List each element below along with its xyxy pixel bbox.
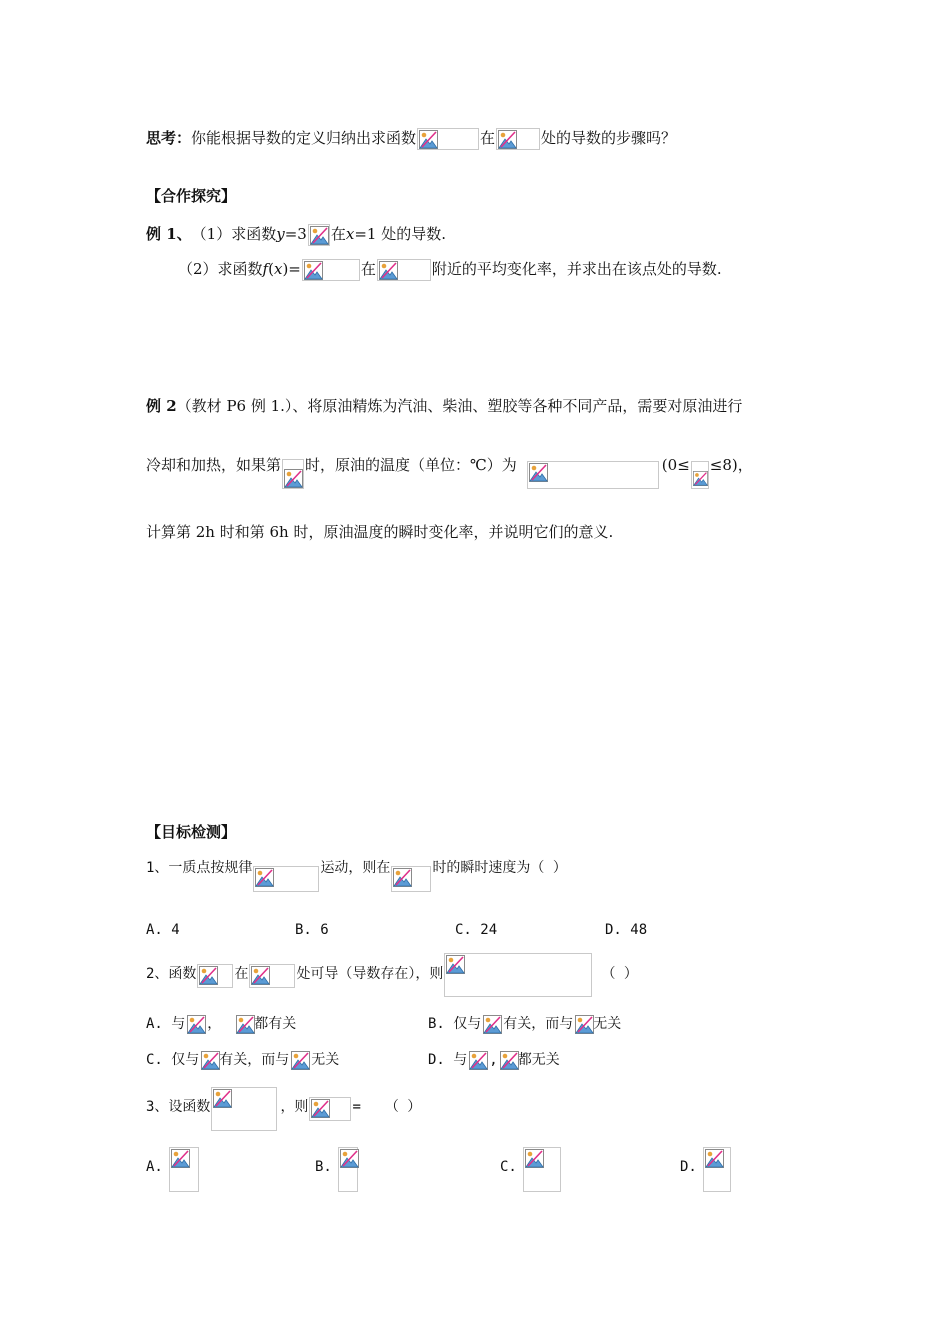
example-1-text: =1 处的导数. (354, 225, 446, 243)
cooperation-heading: 【合作探究】 (146, 187, 237, 205)
question-1-option-d[interactable]: D. 48 (605, 922, 648, 938)
question-3-text: = (352, 1099, 361, 1115)
option-text: 有关，而与 (219, 1052, 290, 1068)
formula-image (444, 953, 592, 997)
example-1-text: 在 (360, 260, 376, 278)
formula-image (200, 1050, 218, 1070)
example-1-text: （1）求函数 (191, 225, 277, 243)
example-2-text: 时，原油的温度（单位：℃）为 (305, 456, 517, 474)
formula-image (308, 224, 330, 246)
think-text-2: 在 (480, 129, 496, 147)
option-text: A. (146, 1159, 163, 1175)
question-3-option-a[interactable] (146, 1147, 200, 1192)
formula-image (186, 1014, 206, 1034)
var-y: y (276, 225, 285, 243)
option-text: 都无关 (517, 1052, 560, 1068)
formula-image (691, 461, 709, 489)
var-f: f (262, 260, 269, 278)
question-3-option-d[interactable] (680, 1147, 732, 1192)
question-2-line (146, 964, 638, 997)
option-text: A. 与 (146, 1016, 186, 1032)
example-2-text: 冷却和加热，如果第 (146, 456, 282, 474)
option-text: D. (680, 1159, 697, 1175)
question-2-option-c[interactable] (146, 1050, 339, 1070)
example-1-text: ( (268, 260, 274, 278)
question-1-option-c[interactable]: C. 24 (455, 922, 498, 938)
question-3-text: 3、设函数 (146, 1099, 211, 1115)
example-1-text: （2）求函数 (178, 260, 263, 278)
formula-image (574, 1014, 592, 1034)
question-3-text: （ ） (384, 1099, 422, 1115)
question-1-option-b[interactable]: B. 6 (295, 922, 329, 938)
think-text-3: 处的导数的步骤吗？ (541, 129, 677, 147)
think-label: 思考： (146, 129, 192, 147)
formula-image (703, 1147, 731, 1192)
question-2-text: 在 (234, 966, 249, 982)
option-text: ， (207, 1016, 222, 1032)
example-2-label: 例 2 (146, 397, 177, 415)
question-3-line (146, 1097, 421, 1131)
var-x: x (345, 225, 355, 243)
example-2-line-1 (146, 396, 742, 416)
formula-image (169, 1147, 199, 1192)
question-1-option-a[interactable]: A. 4 (146, 922, 180, 938)
option-text: 都有关 (254, 1016, 297, 1032)
formula-image (377, 259, 431, 281)
example-1-label: 例 1、 (146, 225, 192, 243)
formula-image (482, 1014, 502, 1034)
example-1-text: )= (282, 260, 301, 278)
option-text: 无关 (311, 1052, 340, 1068)
var-x: x (273, 260, 283, 278)
question-1-line (146, 858, 567, 892)
formula-image (197, 964, 233, 988)
question-1-text: 时的瞬时速度为（ ） (432, 860, 567, 876)
question-1-text: 运动，则在 (320, 860, 391, 876)
formula-image (417, 128, 479, 150)
formula-image (211, 1087, 277, 1131)
example-2-text: ≤8)， (709, 456, 753, 474)
formula-image (338, 1147, 358, 1192)
question-2-text: 2、函数 (146, 966, 197, 982)
question-1-text: 1、一质点按规律 (146, 860, 253, 876)
formula-image (302, 259, 360, 281)
option-text: D. 与 (428, 1052, 468, 1068)
formula-image (527, 461, 659, 489)
formula-image (282, 459, 304, 489)
formula-image (253, 866, 319, 892)
question-3-text: ，则 (280, 1099, 309, 1115)
formula-image (496, 128, 540, 150)
example-2-text: (0≤ (661, 456, 690, 474)
option-text: C. (500, 1159, 517, 1175)
think-text-1: 你能根据导数的定义归纳出求函数 (191, 129, 417, 147)
option-text: 无关 (593, 1016, 622, 1032)
example-1-text: 附近的平均变化率，并求出在该点处的导数. (431, 260, 722, 278)
formula-image (290, 1050, 310, 1070)
example-2-text: 计算第 2h 时和第 6h 时，原油温度的瞬时变化率，并说明它们的意义. (146, 523, 614, 541)
formula-image (249, 964, 295, 988)
example-1-text: 在 (330, 225, 346, 243)
formula-image (309, 1097, 351, 1121)
question-2-text: 处可导（导数存在），则 (296, 966, 444, 982)
target-check-heading: 【目标检测】 (146, 823, 237, 841)
example-1-line-2 (178, 259, 722, 281)
formula-image (523, 1147, 561, 1192)
option-text: , (489, 1052, 498, 1068)
formula-image (499, 1050, 517, 1070)
option-text: 有关，而与 (503, 1016, 574, 1032)
think-line (146, 128, 676, 150)
question-2-option-d[interactable] (428, 1050, 560, 1070)
example-1-text: =3 (284, 225, 307, 243)
formula-image (468, 1050, 488, 1070)
example-2-line-3 (146, 522, 613, 542)
question-2-option-a[interactable] (146, 1014, 296, 1034)
option-text: B. 仅与 (428, 1016, 482, 1032)
option-text: C. 仅与 (146, 1052, 200, 1068)
question-2-text: （ ） (601, 966, 638, 982)
example-2-text: （教材 P6 例 1.）、将原油精炼为汽油、柴油、塑胶等各种不同产品，需要对原油进行 (176, 397, 743, 415)
question-3-option-c[interactable] (500, 1147, 562, 1192)
option-text: B. (315, 1159, 332, 1175)
question-3-option-b[interactable] (315, 1147, 359, 1192)
question-2-option-b[interactable] (428, 1014, 621, 1034)
example-1-line-1 (146, 224, 446, 246)
example-2-line-2 (146, 455, 753, 489)
formula-image (391, 866, 431, 892)
formula-image (235, 1014, 253, 1034)
